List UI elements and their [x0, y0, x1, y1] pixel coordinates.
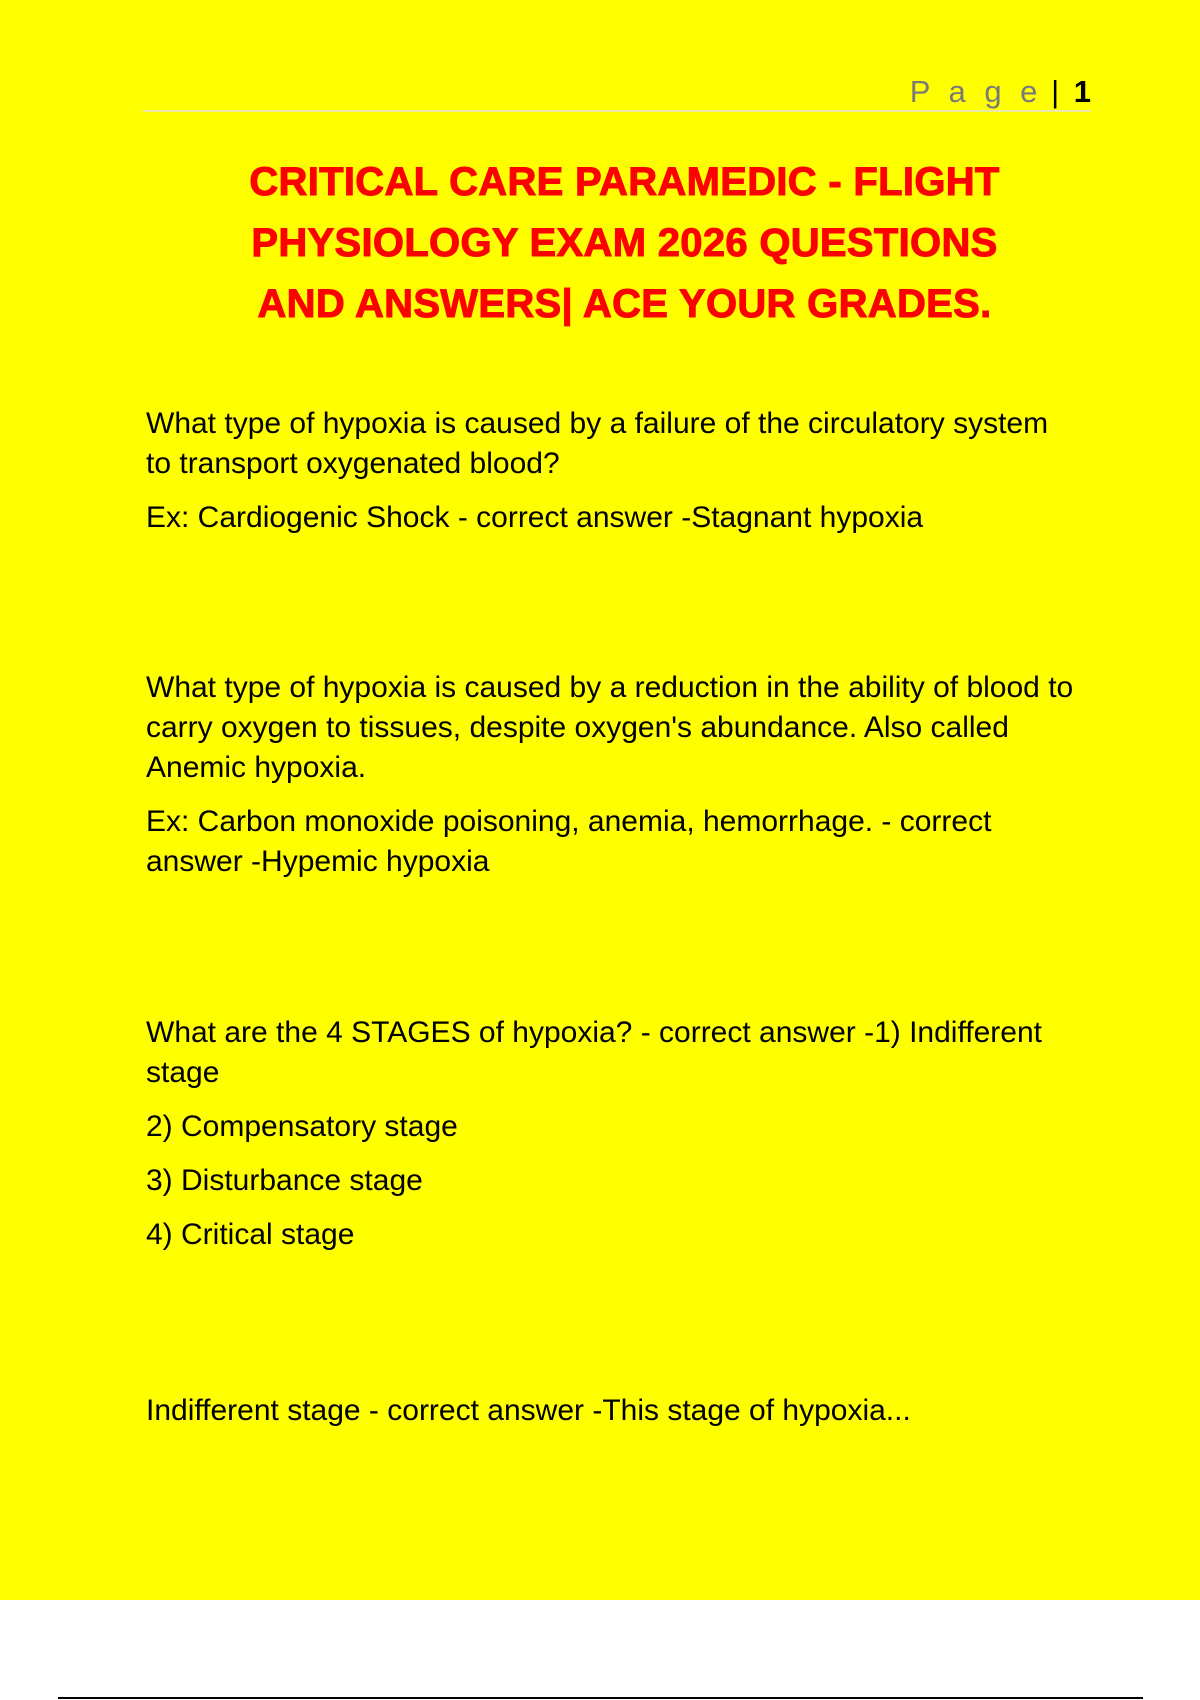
document-title	[143, 152, 1106, 335]
page-word: P a g e	[909, 74, 1043, 109]
qa-item-1	[146, 404, 1076, 538]
page-separator: |	[1051, 74, 1060, 109]
question-text: What are the 4 STAGES of hypoxia? - correct answer -1) Indifferent stage	[146, 1016, 1042, 1089]
qa-item-4	[146, 1391, 1076, 1431]
answer-list-item: 2) Compensatory stage	[146, 1110, 458, 1143]
answer-list-item: 4) Critical stage	[146, 1218, 355, 1251]
qa-item-2	[146, 668, 1076, 882]
qa-item-3	[146, 1013, 1076, 1255]
answer-text: Ex: Cardiogenic Shock - correct answer -Stagnant hypoxia	[146, 501, 924, 534]
page-number: 1	[1073, 74, 1091, 109]
answer-text: Ex: Carbon monoxide poisoning, anemia, hemorrhage. - correct answer -Hypemic hypoxia	[146, 805, 992, 878]
question-text: Indifferent stage - correct answer -This stage of hypoxia...	[146, 1394, 911, 1427]
page-number-label	[910, 74, 1091, 110]
question-text: What type of hypoxia is caused by a reduction in the ability of blood to carry oxygen to tissues, despite oxygen's abundance. Also called Anemic hypoxia.	[146, 671, 1074, 784]
title-line-1: CRITICAL CARE PARAMEDIC - FLIGHT	[249, 160, 1000, 204]
title-line-3: AND ANSWERS| ACE YOUR GRADES.	[257, 282, 992, 326]
answer-list-item: 3) Disturbance stage	[146, 1164, 423, 1197]
title-line-2: PHYSIOLOGY EXAM 2026 QUESTIONS	[251, 221, 998, 265]
page-header	[143, 70, 1091, 112]
question-text: What type of hypoxia is caused by a failure of the circulatory system to transport oxygenated blood?	[146, 407, 1049, 480]
bottom-divider	[58, 1697, 1143, 1699]
